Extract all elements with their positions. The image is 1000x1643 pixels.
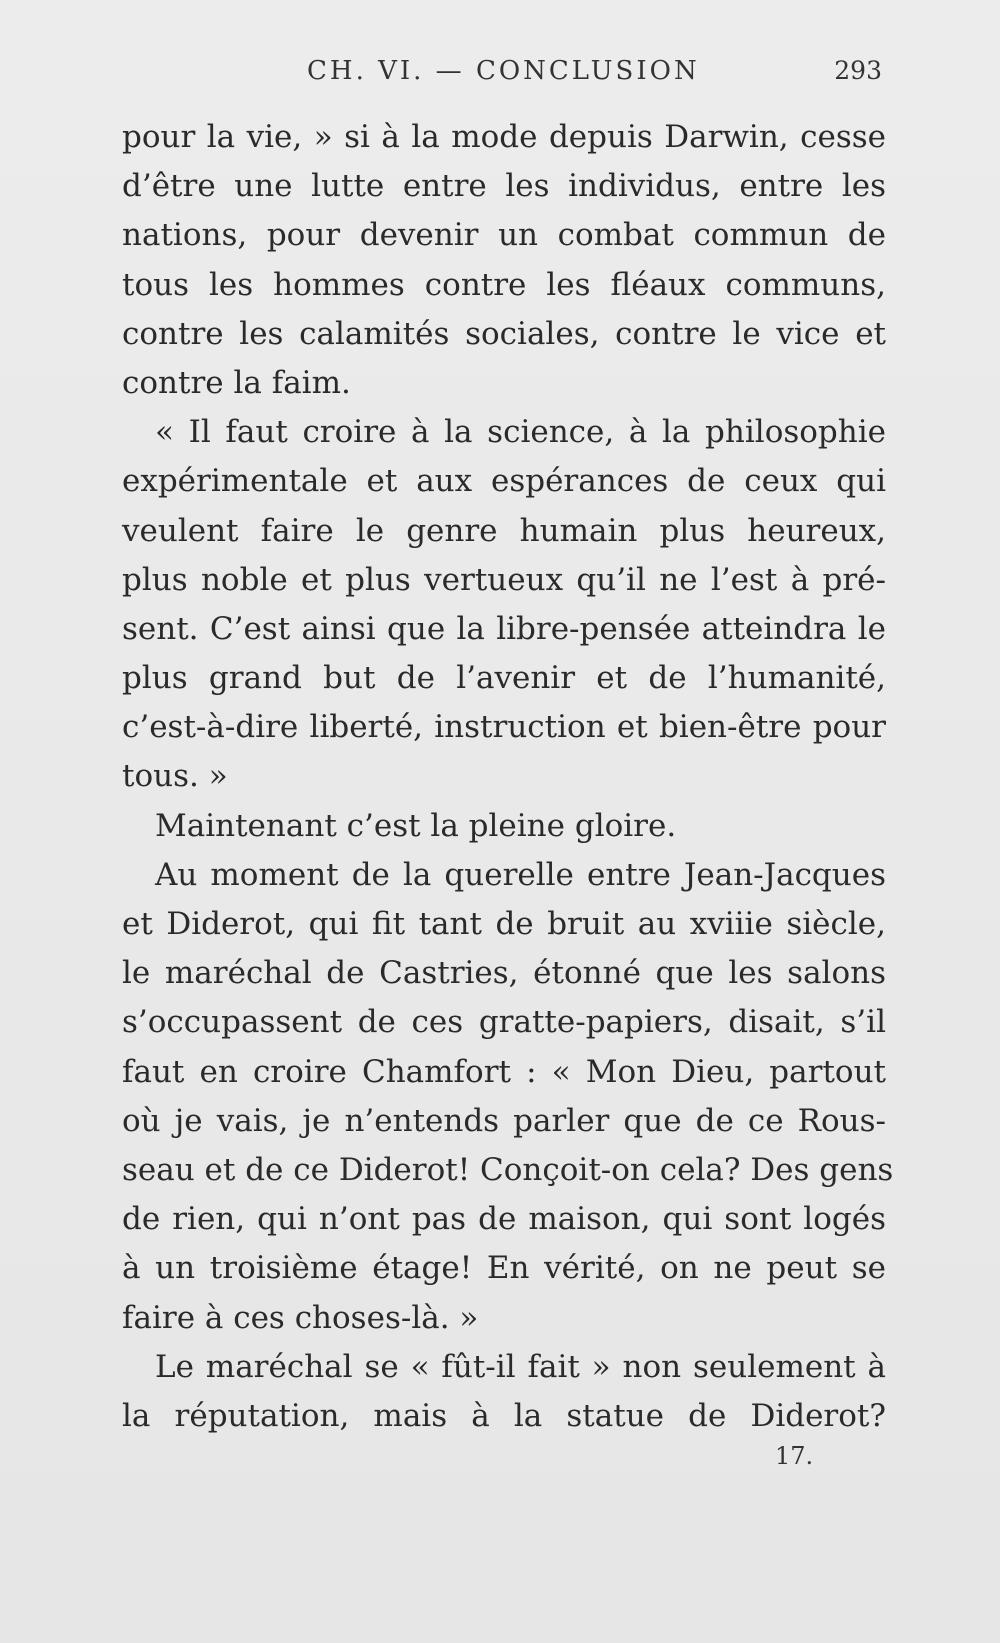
text-line: seau et de ce Diderot! Conçoit-on cela? Des gens (122, 1151, 894, 1188)
body-text (122, 113, 894, 1441)
text-line: Maintenant c’est la pleine gloire. (155, 807, 677, 844)
text-line: expérimentale et aux espérances de ceux qui (122, 463, 886, 500)
text-line: veulent faire le genre humain plus heureux, (122, 512, 886, 549)
text-line: nations, pour devenir un combat commun de (122, 217, 886, 254)
text-line: contre la faim. (122, 364, 351, 401)
text-line: et Diderot, qui fit tant de bruit au xviiie siècle, (122, 906, 886, 942)
text-line: d’être une lutte entre les individus, entre les (122, 168, 886, 205)
text-line: pour la vie, » si à la mode depuis Darwin, cesse (122, 119, 886, 155)
text-line: faire à ces choses-là. » (122, 1299, 479, 1336)
text-line: Le maréchal se « fût-il fait » non seulement à (155, 1348, 886, 1385)
text-line: à un troisième étage! En vérité, on ne peut se (122, 1250, 886, 1287)
text-line: s’occupassent de ces gratte-papiers, disait, s’il (122, 1004, 886, 1041)
text-line: plus noble et plus vertueux qu’il ne l’est à pré- (122, 561, 886, 598)
text-line: faut en croire Chamfort : « Mon Dieu, partout (122, 1053, 886, 1090)
chapter-title: CH. VI. — CONCLUSION (307, 56, 700, 86)
text-line: « Il faut croire à la science, à la philosophie (155, 414, 886, 451)
text-line: Au moment de la querelle entre Jean-Jacques (155, 856, 886, 893)
text-line: c’est-à-dire liberté, instruction et bien-être pour (122, 709, 886, 746)
text-line: contre les calamités sociales, contre le vice et (122, 315, 886, 352)
signature-mark: 17. (775, 1442, 814, 1470)
running-head (122, 56, 882, 96)
text-line: tous. » (122, 758, 228, 795)
page-number: 293 (834, 56, 882, 85)
text-line: le maréchal de Castries, étonné que les salons (122, 955, 886, 992)
text-line: où je vais, je n’entends parler que de ce Rous- (122, 1102, 886, 1139)
text-line: la réputation, mais à la statue de Diderot? (122, 1397, 886, 1434)
text-line: de rien, qui n’ont pas de maison, qui sont logés (122, 1201, 886, 1238)
text-line: plus grand but de l’avenir et de l’humanité, (122, 660, 886, 697)
text-line: tous les hommes contre les fléaux communs, (122, 266, 886, 303)
text-line: sent. C’est ainsi que la libre-pensée atteindra le (122, 610, 886, 647)
